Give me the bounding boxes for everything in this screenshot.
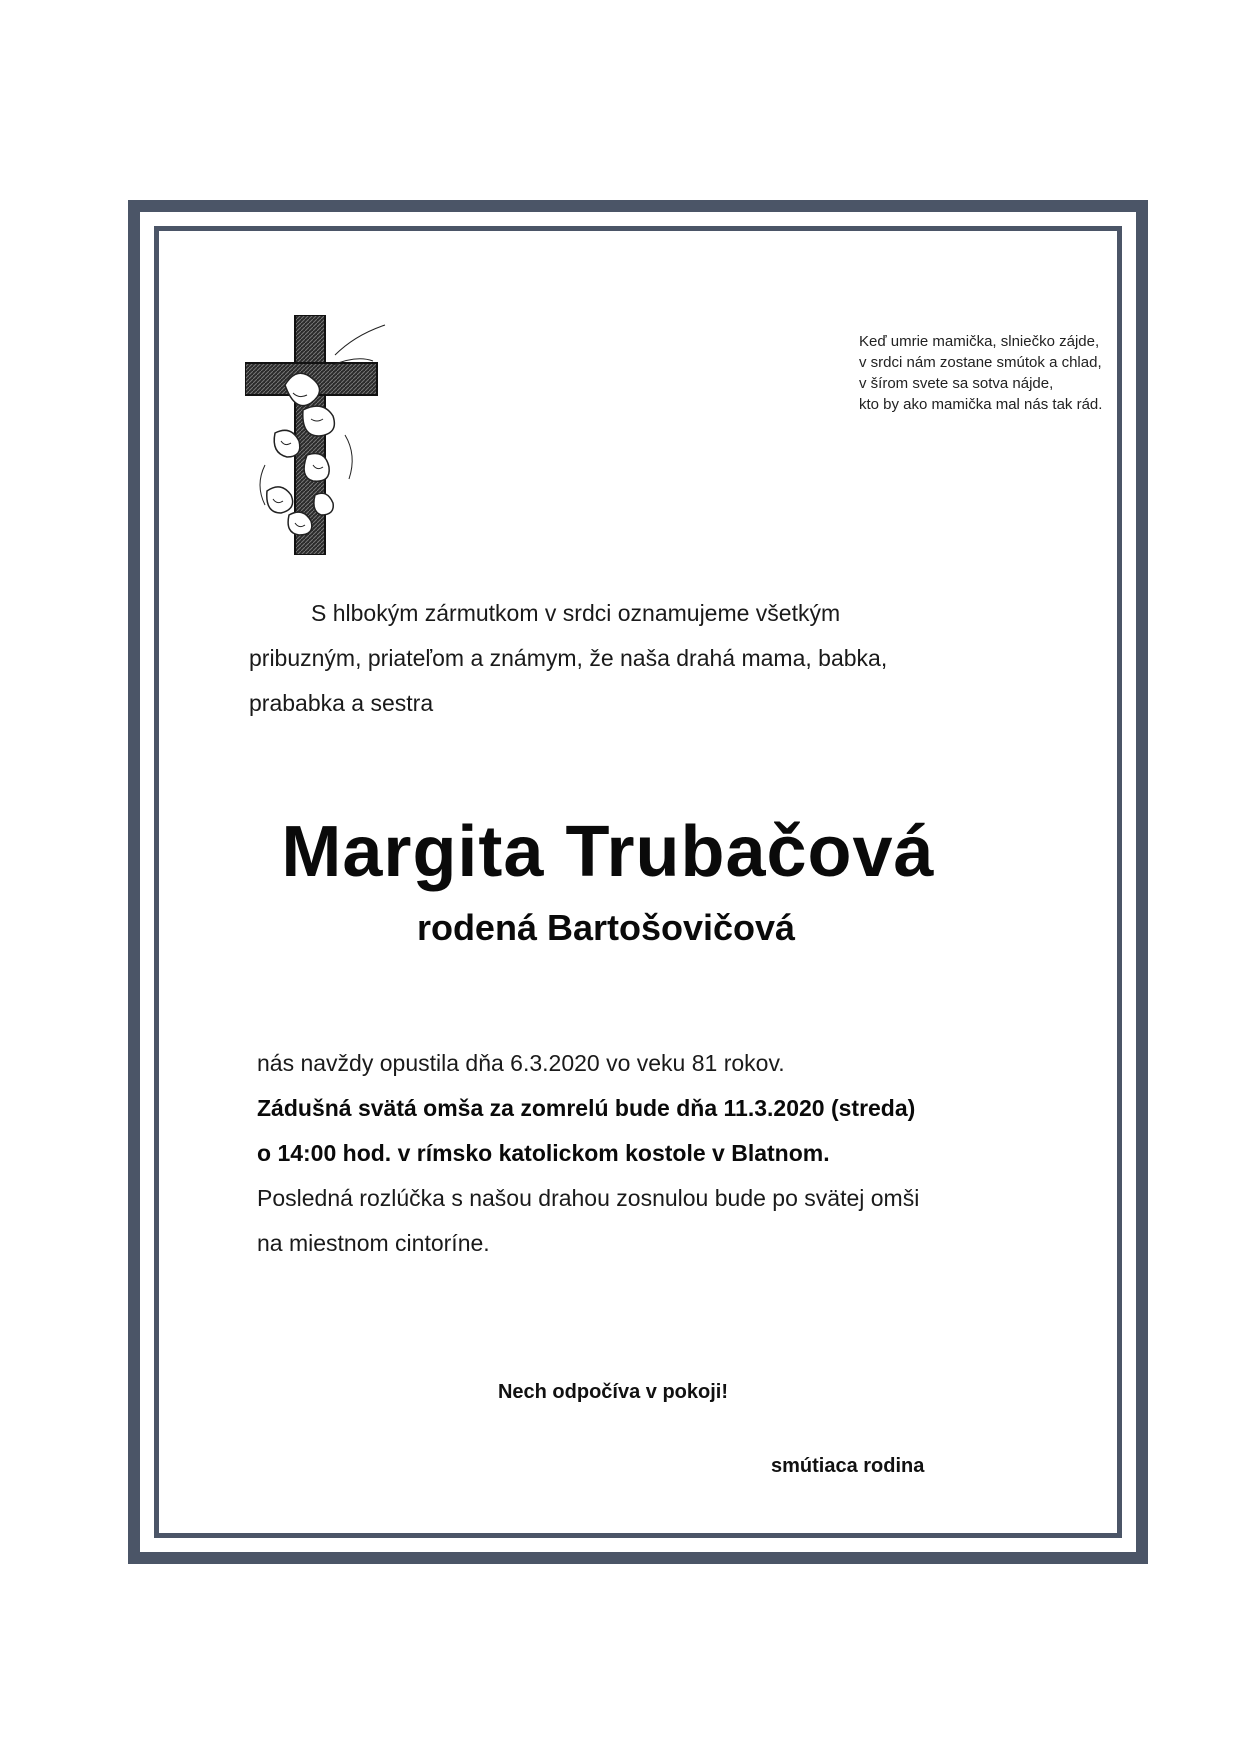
deceased-name: Margita Trubačová — [281, 812, 935, 892]
farewell-line: Posledná rozlúčka s našou drahou zosnulou bude po svätej omši — [257, 1185, 920, 1211]
announcement-intro — [249, 591, 1029, 726]
intro-line: prababka a sestra — [249, 690, 434, 716]
mass-place-line: o 14:00 hod. v rímsko katolickom kostole v Blatnom. — [257, 1140, 830, 1166]
cross-with-roses-icon — [245, 315, 395, 555]
poem-line: Keď umrie mamička, slniečko zájde, — [859, 333, 1100, 350]
maiden-name: rodená Bartošovičová — [416, 907, 796, 948]
mass-date-line: Zádušná svätá omša za zomrelú bude dňa 11.3.2020 (streda) — [257, 1095, 916, 1121]
rest-in-peace: Nech odpočíva v pokoji! — [497, 1381, 729, 1403]
poem-line: kto by ako mamička mal nás tak rád. — [859, 396, 1103, 413]
inner-frame — [154, 226, 1122, 1538]
intro-line: pribuzným, priateľom a známym, že naša drahá mama, babka, — [249, 645, 888, 671]
poem-line: v šírom svete sa sotva nájde, — [859, 375, 1054, 392]
poem-line: v srdci nám zostane smútok a chlad, — [859, 354, 1102, 371]
memorial-poem — [859, 331, 1159, 415]
outer-frame — [128, 200, 1148, 1564]
intro-line: S hlbokým zármutkom v srdci oznamujeme všetkým — [311, 600, 841, 626]
funeral-details — [257, 1041, 1097, 1266]
cemetery-line: na miestnom cintoríne. — [257, 1230, 490, 1256]
death-date-line: nás navždy opustila dňa 6.3.2020 vo veku 81 rokov. — [257, 1050, 785, 1076]
mourning-family: smútiaca rodina — [771, 1455, 925, 1477]
